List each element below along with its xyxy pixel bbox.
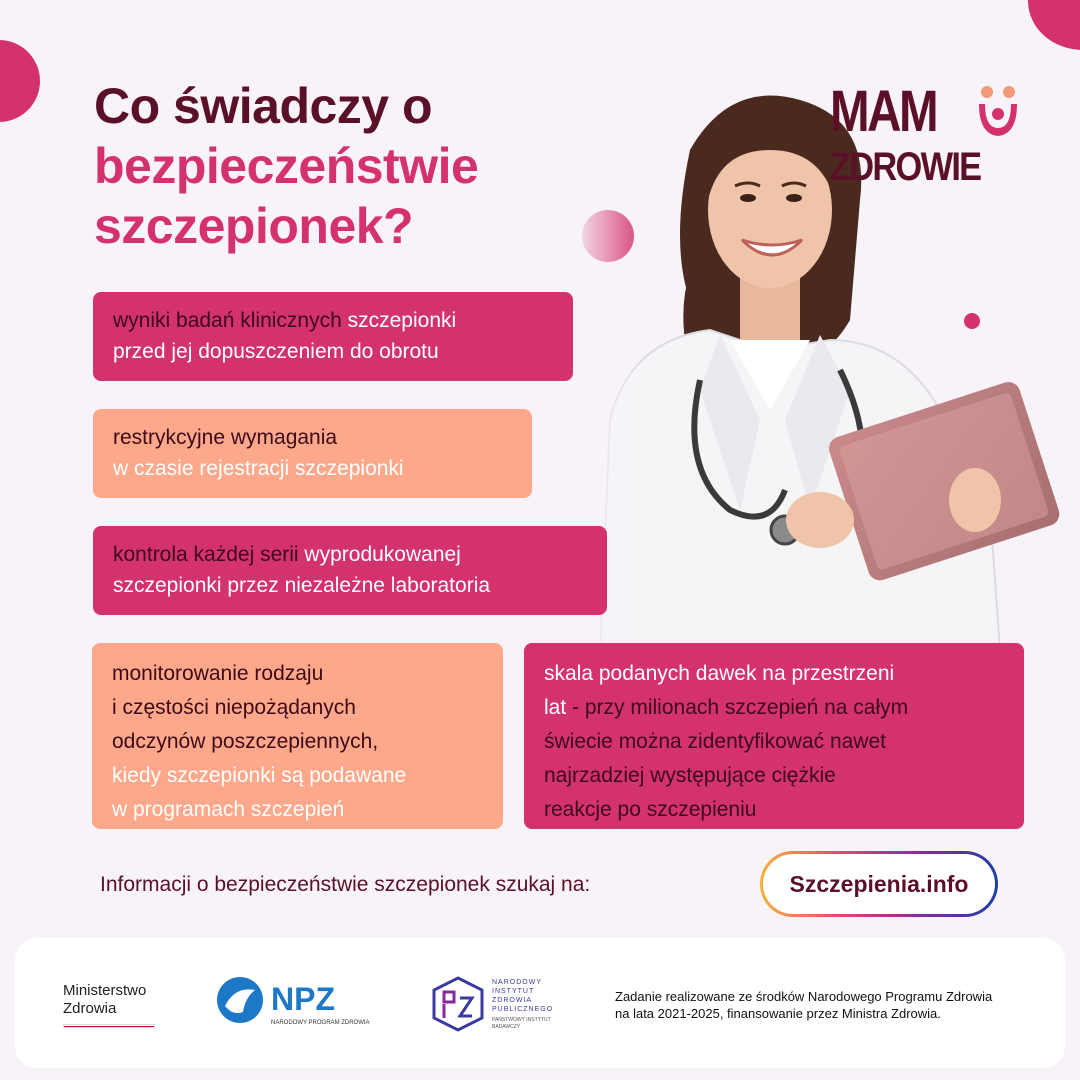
website-link-label[interactable]: Szczepienia.info (763, 854, 995, 914)
card-5-line-2a: lat (544, 696, 567, 719)
card-3-text-b: wyprodukowanej (298, 543, 461, 566)
info-card-dose-scale (524, 643, 1024, 829)
card-3-highlight: kontrola każdej serii (113, 543, 299, 566)
card-4-line-2: i częstości niepożądanych (112, 696, 356, 719)
info-card-registration (93, 409, 532, 498)
decor-circle-top-left (0, 40, 40, 122)
card-2-highlight: restrykcyjne wymagania (113, 426, 338, 449)
title-line-2: bezpieczeństwie (94, 138, 479, 194)
page-title (94, 76, 478, 256)
info-text: Informacji o bezpieczeństwie szczepionek szukaj na: (100, 873, 591, 896)
npz-logo (215, 976, 375, 1035)
pzh-line-2: INSTYTUT (492, 988, 535, 995)
brand-zdrowie: ZDROWIE (830, 145, 981, 189)
info-card-monitoring (92, 643, 503, 829)
ministry-line-2: Zdrowia (63, 1000, 117, 1017)
funding-line-2: na lata 2021-2025, finansowanie przez Ministra Zdrowia. (615, 1006, 941, 1021)
card-4-line-3: odczynów poszczepiennych, (112, 730, 379, 753)
website-link-button[interactable] (760, 851, 998, 917)
card-5-line-1: skala podanych dawek na przestrzeni (544, 662, 895, 685)
decor-circle-top-right (1028, 0, 1080, 50)
pzh-logo (430, 974, 590, 1041)
card-1-text-b: szczepionki (341, 309, 457, 332)
funding-line-1: Zadanie realizowane ze środków Narodowego Programu Zdrowia (615, 989, 993, 1004)
ministry-line-1: Ministerstwo (63, 982, 147, 999)
card-1-text-c: przed jej dopuszczeniem do obrotu (113, 340, 439, 363)
pzh-sub-2: BADAWCZY (492, 1024, 521, 1030)
card-5-line-4: najrzadziej występujące ciężkie (544, 764, 836, 787)
card-5-line-5: reakcje po szczepieniu (544, 798, 757, 821)
card-5-line-2b: - przy milionach szczepień na całym (566, 696, 909, 719)
brand-logo (830, 79, 1030, 192)
card-4-line-5: w programach szczepień (112, 798, 345, 821)
card-2-text-c: w czasie rejestracji szczepionki (113, 457, 404, 480)
pzh-line-4: PUBLICZNEGO (492, 1006, 554, 1013)
npz-label: NPZ (271, 981, 335, 1017)
card-1-highlight: wyniki badań klinicznych (113, 309, 342, 332)
footer-logos (15, 938, 1065, 1068)
pzh-line-3: ZDROWIA (492, 997, 533, 1004)
brand-mam: MAM (830, 79, 937, 144)
info-card-batch-control (93, 526, 607, 615)
pzh-line-1: NARODOWY (492, 979, 542, 986)
info-card-clinical-trials (93, 292, 573, 381)
card-4-line-4: kiedy szczepionki są podawane (112, 764, 407, 787)
ministry-flag-bar (63, 1024, 155, 1028)
family-icon (975, 84, 1021, 140)
card-5-line-3: świecie można zidentyfikować nawet (544, 730, 886, 753)
title-line-1: Co świadczy o (94, 78, 433, 134)
card-4-line-1: monitorowanie rodzaju (112, 662, 324, 685)
card-3-text-c: szczepionki przez niezależne laboratoria (113, 574, 491, 597)
funding-note (615, 988, 1035, 1022)
pzh-sub-1: PAŃSTWOWY INSTYTUT (492, 1017, 551, 1023)
npz-subtitle: NARODOWY PROGRAM ZDROWIA (271, 1020, 370, 1026)
title-line-3: szczepionek? (94, 198, 414, 254)
ministry-logo (63, 982, 155, 1028)
